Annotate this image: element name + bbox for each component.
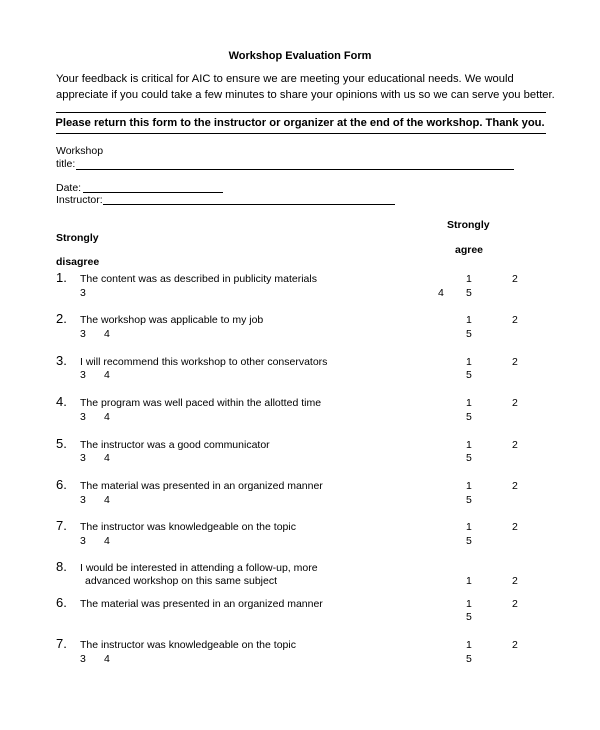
rating-option-2[interactable]: 2 [512,521,518,533]
bottom-divider [56,133,546,134]
intro-text-line-1: Your feedback is critical for AIC to ensure we are meeting your educational needs. We would [56,73,514,85]
rating-option-2[interactable]: 2 [512,575,518,587]
question-text: The content was as described in publicity materials [80,273,317,285]
rating-option-3[interactable]: 3 [80,369,86,381]
question-text: The workshop was applicable to my job [80,314,264,326]
rating-option-1[interactable]: 1 [466,480,472,492]
rating-option-1[interactable]: 1 [466,314,472,326]
question-text: The instructor was a good communicator [80,439,270,451]
rating-option-4[interactable]: 4 [104,653,110,665]
rating-option-5[interactable]: 5 [466,653,472,665]
question-number: 6. [56,477,67,492]
rating-option-3[interactable]: 3 [80,287,86,299]
rating-option-3[interactable]: 3 [80,535,86,547]
question-text-line-2: advanced workshop on this same subject [85,575,278,587]
question-text: The material was presented in an organized manner [80,480,323,492]
rating-option-3[interactable]: 3 [80,328,86,340]
instructor-label: Instructor: [56,194,103,206]
strongly-agree-header-1: Strongly [447,219,490,231]
rating-option-1[interactable]: 1 [466,639,472,651]
question-text: The program was well paced within the allotted time [80,397,322,409]
rating-option-3[interactable]: 3 [80,494,86,506]
rating-option-2[interactable]: 2 [512,314,518,326]
question-number: 5. [56,436,67,451]
question-number: 2. [56,311,67,326]
question-text: The instructor was knowledgeable on the topic [80,639,296,651]
rating-option-2[interactable]: 2 [512,273,518,285]
question-number: 7. [56,518,67,533]
rating-option-2[interactable]: 2 [512,639,518,651]
question-number: 6. [56,595,67,610]
question-text: The instructor was knowledgeable on the topic [80,521,296,533]
rating-option-4[interactable]: 4 [104,369,110,381]
rating-option-1[interactable]: 1 [466,397,472,409]
return-notice: Please return this form to the instructor or organizer at the end of the workshop. Thank you. [55,117,545,129]
workshop-title-field[interactable] [76,169,514,170]
rating-option-2[interactable]: 2 [512,598,518,610]
workshop-label-line-1: Workshop [56,145,104,157]
strongly-disagree-header-1: Strongly [56,232,99,244]
rating-option-5[interactable]: 5 [466,369,472,381]
rating-option-4[interactable]: 4 [104,411,110,423]
rating-option-3[interactable]: 3 [80,411,86,423]
question-text: The material was presented in an organized manner [80,598,323,610]
rating-option-4[interactable]: 4 [438,287,444,299]
rating-option-1[interactable]: 1 [466,439,472,451]
rating-option-1[interactable]: 1 [466,598,472,610]
rating-option-5[interactable]: 5 [466,452,472,464]
rating-option-4[interactable]: 4 [104,494,110,506]
rating-option-5[interactable]: 5 [466,411,472,423]
rating-option-5[interactable]: 5 [466,287,472,299]
date-field[interactable] [83,192,223,193]
question-text: I would be interested in attending a follow-up, more [80,562,318,574]
question-number: 8. [56,559,67,574]
question-text: I will recommend this workshop to other conservators [80,356,328,368]
rating-option-3[interactable]: 3 [80,452,86,464]
rating-option-2[interactable]: 2 [512,480,518,492]
question-number: 4. [56,394,67,409]
rating-option-1[interactable]: 1 [466,273,472,285]
question-number: 7. [56,636,67,651]
rating-option-5[interactable]: 5 [466,494,472,506]
top-divider [56,112,546,113]
rating-option-4[interactable]: 4 [104,535,110,547]
strongly-agree-header-2: agree [455,244,484,256]
rating-option-2[interactable]: 2 [512,397,518,409]
strongly-disagree-header-2: disagree [56,256,100,268]
intro-text-line-2: appreciate if you could take a few minutes to share your opinions with us so we can serve you better. [56,89,555,101]
question-number: 1. [56,270,67,285]
instructor-field[interactable] [103,204,395,205]
rating-option-4[interactable]: 4 [104,328,110,340]
form-title: Workshop Evaluation Form [228,50,372,62]
rating-option-1[interactable]: 1 [466,575,472,587]
question-number: 3. [56,353,67,368]
rating-option-1[interactable]: 1 [466,521,472,533]
workshop-label-line-2: title: [56,158,76,170]
rating-option-1[interactable]: 1 [466,356,472,368]
date-label: Date: [56,182,82,194]
rating-option-5[interactable]: 5 [466,535,472,547]
rating-option-4[interactable]: 4 [104,452,110,464]
rating-option-2[interactable]: 2 [512,356,518,368]
rating-option-5[interactable]: 5 [466,328,472,340]
rating-option-5[interactable]: 5 [466,611,472,623]
rating-option-2[interactable]: 2 [512,439,518,451]
rating-option-3[interactable]: 3 [80,653,86,665]
